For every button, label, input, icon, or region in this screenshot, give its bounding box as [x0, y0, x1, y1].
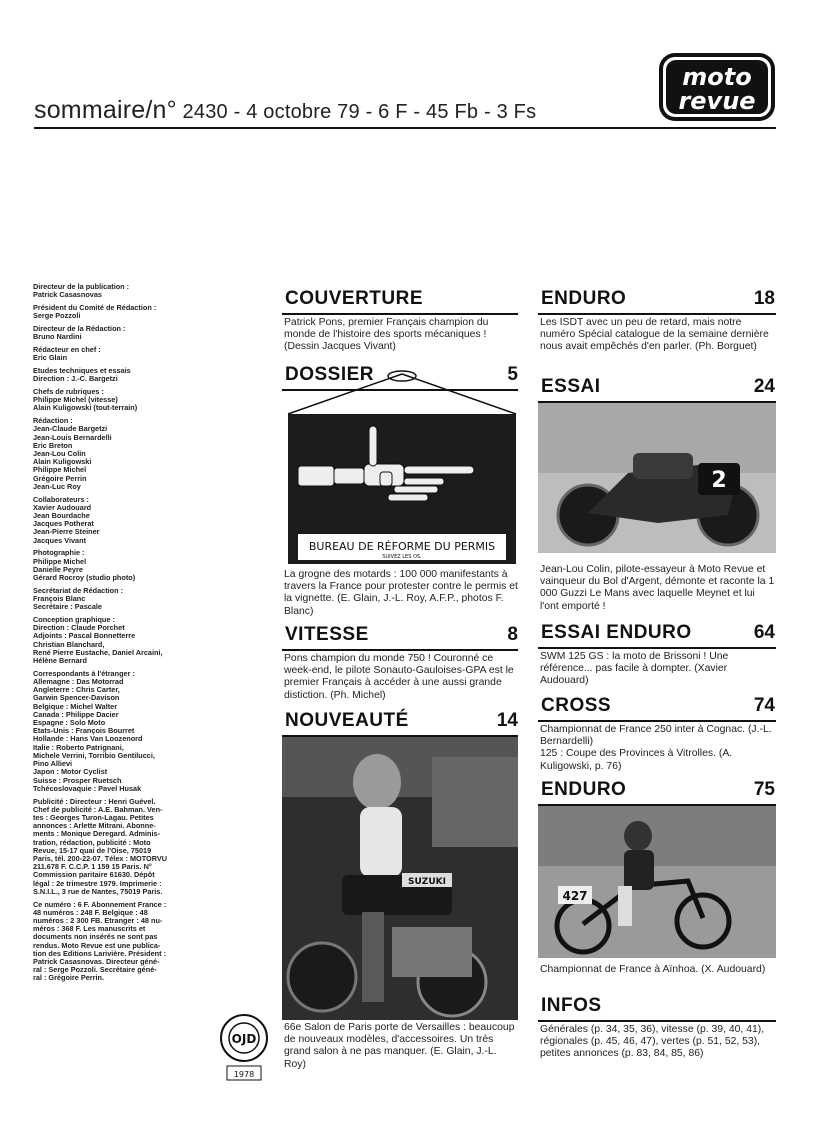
page-number-enduro: 18	[753, 288, 775, 309]
section-title-essai: ESSAI	[541, 376, 601, 397]
section-title-vitesse: VITESSE	[285, 624, 369, 645]
section-title-essai-enduro: ESSAI ENDURO	[541, 622, 692, 643]
section-rule	[282, 313, 518, 315]
staff-block: Correspondants à l'étranger : Allemagne : Das Motorrad Angleterre : Chris Carter, Garwin Spencer-Davison Belgique : Michel Walter Canada : Philippe Dacier Espagne : Solo Moto Etats-Unis : François Bourret Hollande : Hans Van Loozenord Italie : Roberto Patrignani, Michele Verrini, Torribio Gentilucci, Pino Allievi Japon : Motor Cyclist Suisse : Prosper Ruetsch Tchécoslovaquie : Pavel Husak	[33, 668, 155, 793]
section-text-nouveaute: 66e Salon de Paris porte de Versailles : beaucoup de nouveaux modèles, d'accessoires. Un très grand salon à ne pas manquer. (E. Glain, J.-L. Roy)	[284, 1022, 515, 1070]
section-title-cross: CROSS	[541, 695, 612, 716]
section-title-infos: INFOS	[541, 995, 602, 1016]
essai-photo-number: 2	[711, 468, 727, 493]
issue-header	[34, 96, 536, 125]
nouveaute-photo-badge: SUZUKI	[408, 877, 446, 887]
moto-revue-logo	[658, 52, 776, 122]
nouveaute-photo	[282, 737, 518, 1020]
header-rule	[34, 127, 776, 129]
page-number-cross: 74	[753, 695, 775, 716]
section-text-cross	[540, 724, 776, 773]
section-title-enduro-2: ENDURO	[541, 779, 627, 800]
seal-year: 1978	[233, 1070, 255, 1079]
staff-block: Secrétariat de Rédaction : François Blanc Secrétaire : Pascale	[33, 585, 124, 612]
page-number-nouveaute: 14	[496, 710, 518, 731]
page-number-essai: 24	[753, 376, 775, 397]
staff-block: Etudes techniques et essais Direction : J.-C. Bargetzi	[33, 366, 131, 384]
staff-block: Directeur de la publication : Patrick Casasnovas	[33, 282, 130, 300]
section-rule	[538, 647, 776, 649]
staff-block: Collaborateurs : Xavier Audouard Jean Bourdache Jacques Potherat Jean-Pierre Steiner Jacques Vivant	[33, 494, 100, 545]
sommaire-label: sommaire/n°	[34, 96, 177, 124]
page-number-vitesse: 8	[507, 624, 518, 645]
page-number-dossier: 5	[507, 364, 518, 385]
essai-photo	[538, 403, 776, 553]
section-text-enduro-2: Championnat de France à Aïnhoa. (X. Audouard)	[540, 964, 766, 975]
dossier-banner-text: BUREAU DE RÉFORME DU PERMIS	[308, 540, 496, 553]
seal-letters: OJD	[231, 1032, 257, 1046]
page-number-enduro-2: 75	[753, 779, 775, 800]
section-text-essai: Jean-Lou Colin, pilote-essayeur à Moto Revue et vainqueur du Bol d'Argent, démonte et raconte la 1 000 Guzzi Le Mans avec laquelle Meynet et lui l'ont emporté !	[540, 564, 775, 612]
staff-block: Conception graphique : Direction : Claude Porchet Adjoints : Pascal Bonnetterre Christian Blanchard, René Pierre Eustache, Daniel Arcaini, Hélène Bernard	[33, 615, 163, 666]
staff-block: Rédaction : Jean-Claude Bargetzi Jean-Louis Bernardelli Eric Breton Jean-Lou Colin Alain Kuligowski Philippe Michel Grégoire Perrin Jean-Luc Roy	[33, 416, 112, 491]
section-text-vitesse: Pons champion du monde 750 ! Couronné ce week-end, le pilote Sonauto-Gauloises-GPA est le premier Français à accéder à une aussi grande distiction. (Ph. Michel)	[284, 653, 514, 701]
issue-line: 2430 - 4 octobre 79 - 6 F - 45 Fb - 3 Fs	[176, 101, 537, 123]
enduro-photo	[538, 806, 776, 958]
section-text-couverture: Patrick Pons, premier Français champion du monde de l'histoire des sports mécaniques ! (Dessin Jacques Vivant)	[284, 317, 489, 353]
section-title-enduro: ENDURO	[541, 288, 627, 309]
section-title-dossier: DOSSIER	[285, 364, 375, 385]
section-text-essai-enduro: SWM 125 GS : la moto de Brissoni ! Une référence... pas facile à dompter. (Xavier Audouard)	[540, 651, 729, 687]
section-rule	[282, 649, 518, 651]
ojd-seal	[218, 1012, 270, 1082]
section-title-couverture: COUVERTURE	[285, 288, 424, 309]
dossier-illustration	[284, 368, 520, 566]
dossier-banner-sub: SUIVEZ LES OS.	[382, 554, 422, 560]
staff-block: Directeur de la Rédaction : Bruno Nardini	[33, 324, 126, 342]
section-title-nouveaute: NOUVEAUTÉ	[285, 710, 409, 731]
section-rule	[538, 720, 776, 722]
section-rule	[538, 1020, 776, 1022]
enduro-photo-number: 427	[562, 889, 588, 903]
staff-block: Président du Comité de Rédaction : Serge Pozzoli	[33, 303, 157, 321]
staff-block: Rédacteur en chef : Eric Glain	[33, 345, 101, 363]
logo-text-top: moto	[682, 63, 752, 91]
section-text-enduro: Les ISDT avec un peu de retard, mais notre numéro Spécial catalogue de la semaine dernière nous avait empêchés d'en parler. (Ph. Borguet)	[540, 317, 769, 353]
staff-block: Publicité : Directeur : Henri Guével. Chef de publicité : A.E. Bahman. Ven- tes : Georges Turon-Lagau. Petites annonces : Arlette Mitrani. Abonne- ments : Monique Deregard. Adminis- tration, rédaction, publicité : Moto Revue, 15-17 quai de l'Oise, 75019 Paris, tél. 200-22-07. Télex : MOTORVU 211.678 F. C.C.P. 1 159 15 Paris. N° Commission paritaire 61630. Dépôt légal : 2e trimestre 1979. Imprimerie : S.N.I.L., 3 rue de Nantes, 75019 Paris.	[33, 796, 167, 896]
staff-block: Photographie : Philippe Michel Danielle Peyre Gérard Rocroy (studio photo)	[33, 548, 136, 583]
staff-masthead	[33, 283, 243, 987]
section-text-dossier: La grogne des motards : 100 000 manifestants à travers la France pour protester contre le permis et la vignette. (E. Glain, J.-L. Roy, A.F.P., photos F. Blanc)	[284, 569, 518, 617]
staff-block: Ce numéro : 6 F. Abonnement France : 48 numéros : 248 F. Belgique : 48 numéros : 2 300 FB. Etranger : 48 nu- méros : 368 F. Les manuscrits et documents non insérés ne sont pas rendus. Moto Revue est une publica- tion des Editions Larivière. Président : Patrick Casasnovas. Directeur géné- ral : Serge Pozzoli. Secrétaire géné- ral : Grégoire Perrin.	[33, 899, 167, 983]
page-number-essai-enduro: 64	[753, 622, 775, 643]
staff-block: Chefs de rubriques : Philippe Michel (vitesse) Alain Kuligowski (tout-terrain)	[33, 387, 138, 413]
section-rule	[538, 313, 776, 315]
section-text-infos: Générales (p. 34, 35, 36), vitesse (p. 39, 40, 41), régionales (p. 45, 46, 47), vertes (p. 51, 52, 53), petites annonces (p. 83, 84, 85, 86)	[540, 1024, 765, 1060]
cross-text-line: Championnat de France 250 inter à Cognac. (J.-L. Bernardelli)	[540, 724, 772, 748]
logo-text-bottom: revue	[678, 87, 756, 115]
cross-text-line: 125 : Coupe des Provinces à Vitrolles. (A. Kuligowski, p. 76)	[540, 748, 733, 772]
